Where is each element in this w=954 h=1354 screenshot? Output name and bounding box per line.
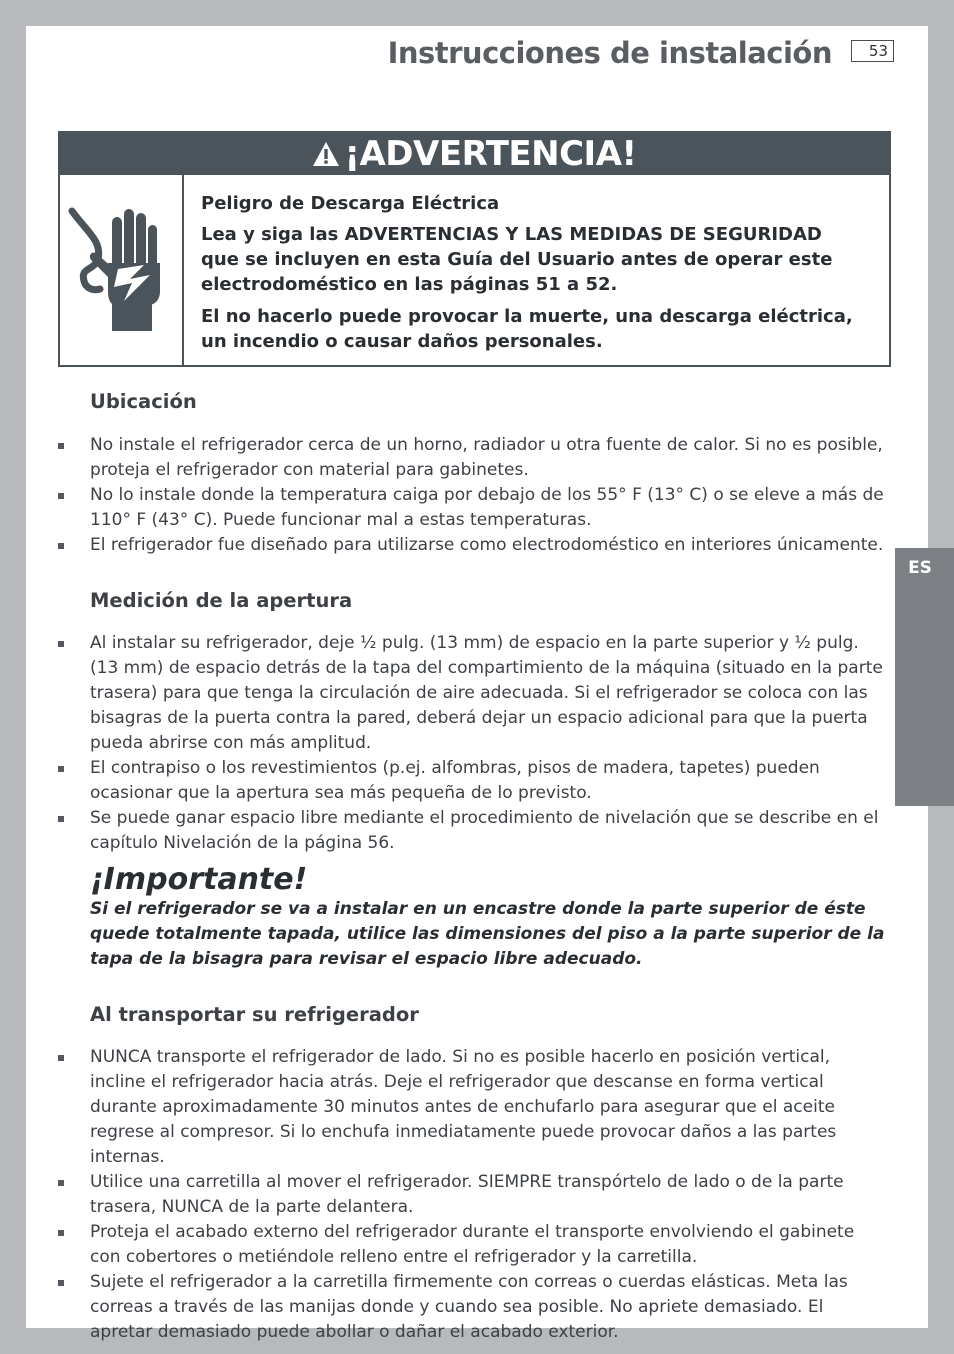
section-heading-ubicacion: Ubicación <box>90 390 197 413</box>
language-tab[interactable] <box>895 548 954 806</box>
warning-icon-cell <box>60 175 184 365</box>
page-number: 53 <box>851 40 894 62</box>
warning-instructions: Lea y siga las ADVERTENCIAS Y LAS MEDIDAS DE SEGURIDAD que se incluyen en esta Guía del Usuario antes de operar este electrodoméstico en las páginas 51 a 52. <box>201 224 833 295</box>
importante-text: Si el refrigerador se va a instalar en un encastre donde la parte superior de éste quede totalmente tapada, utilice las dimensiones del piso a la parte superior de la tapa de la bisagra para revisar el espacio libre adecuado. <box>90 899 885 969</box>
transporte-list <box>58 1045 890 1345</box>
ubicacion-list <box>58 433 890 558</box>
warning-header <box>60 133 889 175</box>
list-item: Sujete el refrigerador a la carretilla firmemente con correas o cuerdas elásticas. Meta las correas a través de las manijas donde y cuando sea posible. No apriete demasiado. El apretar demasiado puede abollar o dañar el acabado exterior. <box>58 1270 890 1345</box>
section-heading-medicion: Medición de la apertura <box>90 589 353 612</box>
electric-shock-hand-icon <box>68 203 172 335</box>
list-item: No instale el refrigerador cerca de un horno, radiador u otra fuente de calor. Si no es posible, proteja el refrigerador con material para gabinetes. <box>58 433 890 483</box>
warning-heading: Peligro de Descarga Eléctrica <box>201 193 500 214</box>
medicion-list <box>58 631 890 856</box>
list-item: El contrapiso o los revestimientos (p.ej. alfombras, pisos de madera, tapetes) pueden ocasionar que la apertura sea más pequeña de lo previsto. <box>58 756 890 806</box>
warning-text <box>201 191 861 354</box>
list-item: Utilice una carretilla al mover el refrigerador. SIEMPRE transpórtelo de lado o de la parte trasera, NUNCA de la parte delantera. <box>58 1170 890 1220</box>
warning-consequences: El no hacerlo puede provocar la muerte, una descarga eléctrica, un incendio o causar daños personales. <box>201 306 853 352</box>
warning-title: ¡ADVERTENCIA! <box>344 134 637 174</box>
list-item: NUNCA transporte el refrigerador de lado. Si no es posible hacerlo en posición vertical, incline el refrigerador hacia atrás. Deje el refrigerador que descanse en forma vertical durante aproximadamente 30 minutos antes de enchufarlo para asegurar que el aceite regrese al compresor. Si lo enchufa inmediatamente puede provocar daños a las partes internas. <box>58 1045 890 1170</box>
page-title: Instrucciones de instalación <box>387 36 832 70</box>
importante-title: ¡Importante! <box>90 862 308 897</box>
list-item: Proteja el acabado externo del refrigerador durante el transporte envolviendo el gabinete con cobertores o metiéndole relleno entre el refrigerador y la carretilla. <box>58 1220 890 1270</box>
list-item: Se puede ganar espacio libre mediante el procedimiento de nivelación que se describe en el capítulo Nivelación de la página 56. <box>58 806 890 856</box>
list-item: El refrigerador fue diseñado para utilizarse como electrodoméstico en interiores únicamente. <box>58 533 890 558</box>
warning-box <box>58 131 891 367</box>
warning-triangle-icon <box>312 141 340 167</box>
list-item: No lo instale donde la temperatura caiga por debajo de los 55° F (13° C) o se eleve a más de 110° F (43° C). Puede funcionar mal a estas temperaturas. <box>58 483 890 533</box>
list-item: Al instalar su refrigerador, deje ½ pulg. (13 mm) de espacio en la parte superior y ½ pulg. (13 mm) de espacio detrás de la tapa del compartimiento de la máquina (situado en la parte trasera) para que tenga la circulación de aire adecuada. Si el refrigerador se coloca con las bisagras de la puerta contra la pared, deberá dejar un espacio adicional para que la puerta pueda abrirse con más amplitud. <box>58 631 890 756</box>
language-tab-label: ES <box>908 558 932 578</box>
section-heading-transporte: Al transportar su refrigerador <box>90 1003 419 1026</box>
